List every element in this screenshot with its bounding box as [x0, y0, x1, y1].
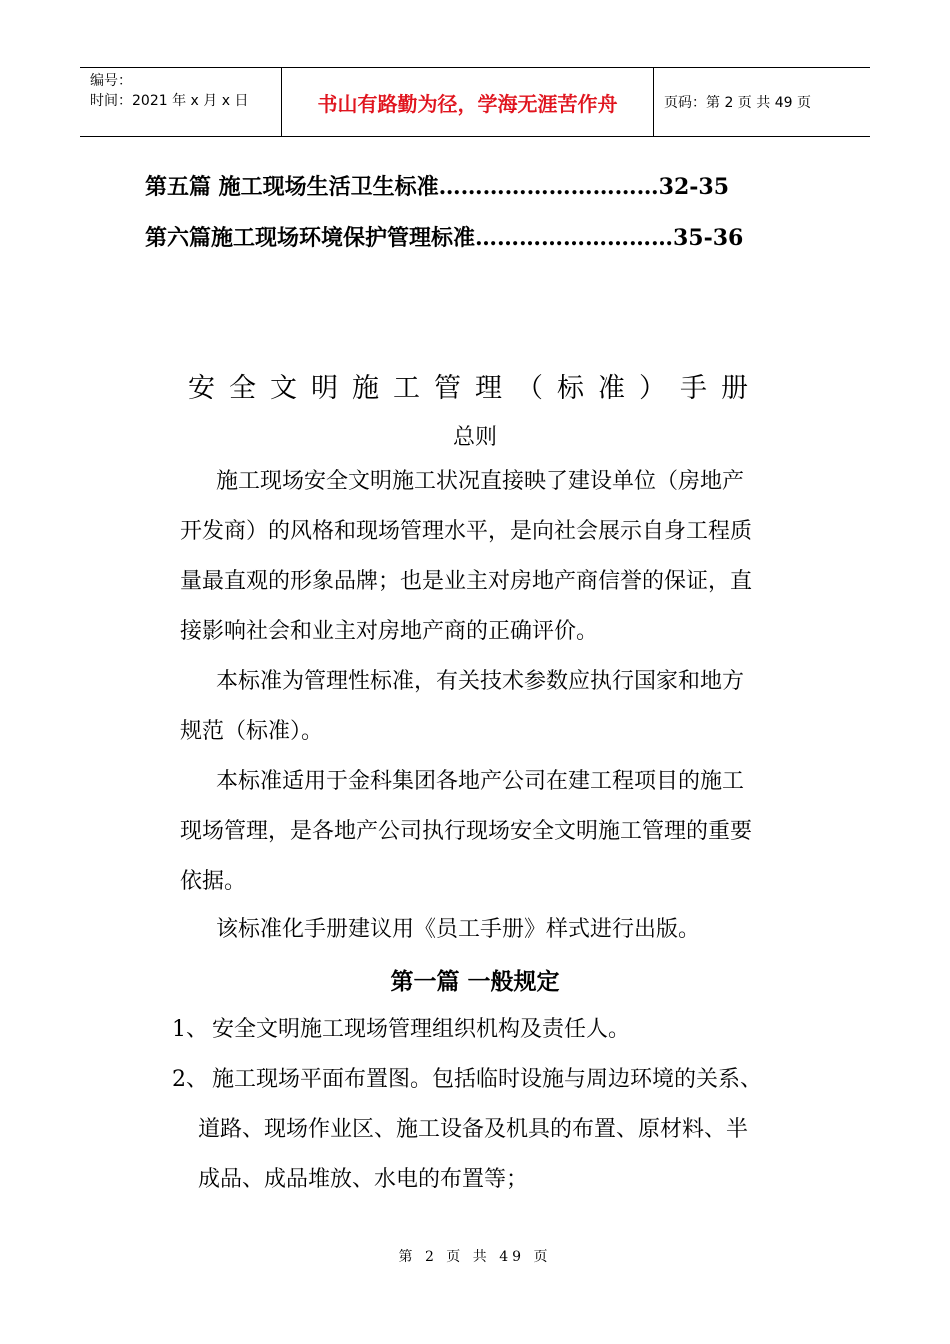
paragraph-line: 量最直观的形象品牌；也是业主对房地产商信誉的保证，直	[180, 569, 753, 594]
paragraph-line: 本标准为管理性标准，有关技术参数应执行国家和地方	[216, 669, 745, 694]
paragraph-line: 现场管理，是各地产公司执行现场安全文明施工管理的重要	[180, 819, 753, 844]
section-heading: 第一篇 一般规定	[390, 969, 560, 995]
list-number: 1、	[172, 1017, 208, 1042]
paragraph	[180, 757, 820, 907]
list-item	[172, 1005, 832, 1055]
header-meta	[80, 68, 282, 136]
paragraph	[180, 657, 820, 757]
paragraph-line: 规范（标准）。	[180, 719, 324, 744]
paragraph-line: 开发商）的风格和现场管理水平，是向社会展示自身工程质	[180, 519, 753, 544]
header-motto: 书山有路勤为径，学海无涯苦作舟	[282, 68, 654, 136]
paragraph-line: 本标准适用于金科集团各地产公司在建工程项目的施工	[216, 769, 745, 794]
list-continuation-line: 成品、成品堆放、水电的布置等；	[198, 1167, 529, 1192]
page-header	[80, 67, 870, 137]
paragraph	[180, 905, 820, 955]
list-continuation-line: 道路、现场作业区、施工设备及机具的布置、原材料、半	[198, 1117, 749, 1142]
paragraph	[180, 457, 820, 657]
list-text: 安全文明施工现场管理组织机构及责任人。	[212, 1017, 631, 1042]
page-footer: 第 2 页 共 49 页	[398, 1249, 552, 1265]
paragraph-line: 接影响社会和业主对房地产商的正确评价。	[180, 619, 599, 644]
header-number: 编号：	[90, 73, 132, 89]
document-subtitle: 总则	[452, 425, 497, 450]
list-item	[172, 1055, 832, 1105]
list-text: 施工现场平面布置图。包括临时设施与周边环境的关系、	[212, 1067, 763, 1092]
paragraph-line: 依据。	[180, 869, 247, 894]
list-number: 2、	[172, 1067, 208, 1092]
header-time: 时间：2021 年 x 月 x 日	[90, 93, 249, 109]
toc-entry: 第五篇 施工现场生活卫生标准…………………………32-35	[145, 174, 730, 200]
paragraph-line: 施工现场安全文明施工状况直接映了建设单位（房地产	[216, 469, 745, 494]
document-title: 安全文明施工管理（标准）手册	[188, 373, 762, 404]
list-continuation	[198, 1105, 818, 1205]
header-page-info: 页码：第 2 页 共 49 页	[664, 95, 811, 111]
toc-entry: 第六篇施工现场环境保护管理标准………………………35-36	[145, 225, 744, 251]
paragraph-line: 该标准化手册建议用《员工手册》样式进行出版。	[216, 917, 701, 942]
